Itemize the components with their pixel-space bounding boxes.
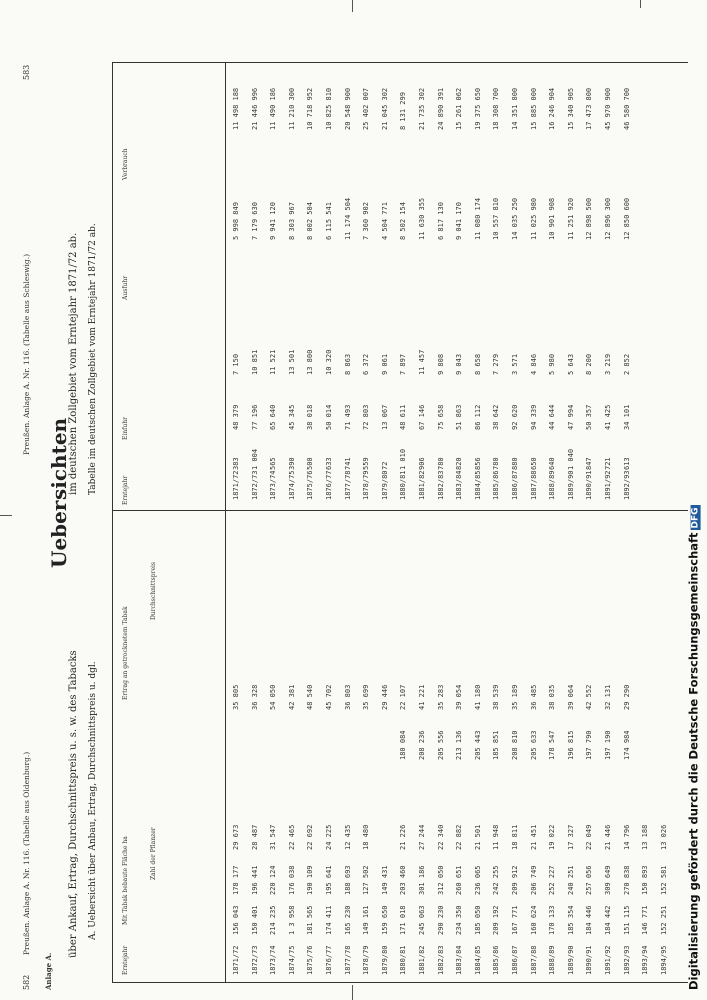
right-table-cell: 11 490 186 <box>269 87 278 130</box>
right-table-cell: 3 219 <box>604 353 612 375</box>
left-table-cell: 35 805 <box>232 684 240 710</box>
left-table-cell: 11 948 <box>492 824 501 850</box>
right-table-cell: 15 261 062 <box>455 87 464 130</box>
left-table-cell: 178 547 <box>548 730 557 760</box>
left-table-cell: 1 3 958 <box>287 905 296 935</box>
anlage-label: Anlage A. <box>44 952 53 990</box>
right-table-cell: 5 980 <box>548 353 557 375</box>
right-table-cell: 86 112 <box>473 404 482 430</box>
right-table-cell: 633 <box>325 457 333 470</box>
right-table-cell: 613 <box>622 457 631 470</box>
left-table-cell: 196 441 <box>250 865 259 895</box>
left-table-cell: 209 912 <box>511 865 519 895</box>
left-table-cell: 197 190 <box>604 730 612 760</box>
digitization-notice: Digitalisierung gefördert durch die Deutsche Forschungsgemeinschaft <box>687 532 701 990</box>
left-table-cell: 21 226 <box>399 824 408 850</box>
right-table-cell: 9 941 120 <box>269 202 278 240</box>
right-table-cell: 11 457 <box>418 349 426 375</box>
left-table-cell: 35 699 <box>362 684 371 710</box>
left-table-cell: 12 435 <box>343 824 352 850</box>
left-table-cell: 208 810 <box>511 730 519 760</box>
header-area: Mit Tabak bebaute Fläche ha <box>122 836 129 925</box>
left-table-cell: 184 446 <box>585 905 594 935</box>
right-table-cell: 559 <box>362 457 371 470</box>
right-table-cell: 7 360 902 <box>362 202 371 240</box>
year-cell-left: 1893/94 <box>641 945 650 975</box>
left-table-cell: 36 328 <box>250 684 259 710</box>
year-cell-right: 1877/78 <box>343 470 352 500</box>
left-table-cell: 245 063 <box>418 905 426 935</box>
dfg-credit <box>687 505 701 990</box>
title-sichten: sichten <box>47 417 71 500</box>
right-table-cell: 38 642 <box>492 404 501 430</box>
year-cell-right: 1878/79 <box>362 470 371 500</box>
left-table-cell: 184 442 <box>604 905 612 935</box>
right-running-title: Preußen. Anlage A. Nr. 116. (Tabelle aus Schleswig.) <box>22 253 31 455</box>
year-cell-right: 1876/77 <box>325 470 333 500</box>
header-export: Ausfuhr <box>122 275 129 300</box>
year-cell-left: 1876/77 <box>325 945 333 975</box>
right-table-cell: 94 339 <box>529 404 538 430</box>
left-table-cell: 32 131 <box>604 684 612 710</box>
year-cell-right: 1883/84 <box>455 470 464 500</box>
left-table-cell: 165 230 <box>343 905 352 935</box>
left-table-cell: 35 189 <box>511 684 519 710</box>
left-table-cell: 220 124 <box>269 865 278 895</box>
right-table-cell: 15 340 905 <box>566 87 575 130</box>
left-table-cell: 22 340 <box>436 824 445 850</box>
year-cell-right: 1890/91 <box>585 470 594 500</box>
right-table-cell: 38 018 <box>306 404 315 430</box>
year-cell-left: 1882/83 <box>436 945 445 975</box>
right-table-cell: 9 041 170 <box>455 202 464 240</box>
subtitle-right: im deutschen Zollgebiet vom Erntejahr 1871/72 ab. <box>68 232 79 495</box>
left-table-cell: 19 022 <box>548 824 557 850</box>
right-table-cell: 18 308 700 <box>492 87 501 130</box>
year-cell-left: 1885/86 <box>492 945 501 975</box>
left-table-cell: 213 136 <box>455 730 464 760</box>
table-bottom-rule <box>112 982 688 983</box>
left-table-cell: 240 251 <box>566 865 575 895</box>
year-cell-right: 1875/76 <box>306 470 315 500</box>
left-table-cell: 257 056 <box>585 865 594 895</box>
right-table-cell: 1 040 <box>566 448 575 470</box>
year-cell-left: 1879/80 <box>380 945 389 975</box>
right-table-cell: 67 146 <box>418 404 426 430</box>
left-table-cell: 149 161 <box>362 905 371 935</box>
left-table-cell: 203 460 <box>399 865 408 895</box>
right-table-cell: 50 357 <box>585 404 594 430</box>
right-table-cell: 8 658 <box>473 353 482 375</box>
right-table-cell: 906 <box>418 457 426 470</box>
left-table-cell: 185 851 <box>492 730 501 760</box>
right-table-cell: 7 150 <box>232 353 240 375</box>
left-table-cell: 205 443 <box>473 730 482 760</box>
right-table-cell: 11 174 504 <box>343 197 352 240</box>
year-cell-right: 1880/81 <box>399 470 408 500</box>
crop-mark-bottom <box>352 985 353 1000</box>
title-ueber: Ueber <box>47 500 71 568</box>
left-table-cell: 260 651 <box>455 865 464 895</box>
left-table-cell: 42 552 <box>585 684 594 710</box>
year-cell-left: 1892/93 <box>622 945 631 975</box>
left-table-cell: 208 236 <box>418 730 426 760</box>
left-table-cell: 234 350 <box>455 905 464 935</box>
header-yield: Ertrag an getrocknetem Tabak <box>122 606 129 700</box>
right-table-cell: 13 067 <box>380 404 389 430</box>
right-table-cell: 17 473 800 <box>585 87 594 130</box>
year-cell-right: 1873/74 <box>269 470 278 500</box>
right-table-cell: 721 <box>604 457 612 470</box>
left-table-cell: 152 251 <box>659 905 668 935</box>
left-table-cell: 196 815 <box>566 730 575 760</box>
year-cell-right: 1885/86 <box>492 470 501 500</box>
left-table-cell: 39 054 <box>455 684 464 710</box>
right-table-cell: 9 043 <box>455 353 464 375</box>
page-split-rule <box>112 510 688 511</box>
left-running-title: Preußen. Anlage A. Nr. 116. (Tabelle aus Oldenburg.) <box>22 751 31 955</box>
right-table-cell: 15 885 000 <box>529 87 538 130</box>
left-table-cell: 13 188 <box>641 824 650 850</box>
year-cell-left: 1881/82 <box>418 945 426 975</box>
right-table-cell: 4 504 771 <box>380 202 389 240</box>
right-table-cell: 780 <box>492 457 501 470</box>
left-table-cell: 252 227 <box>548 865 557 895</box>
year-cell-left: 1874/75 <box>287 945 296 975</box>
left-table-cell: 309 649 <box>604 865 612 895</box>
right-table-cell: 780 <box>436 457 445 470</box>
left-table-cell: 22 107 <box>399 684 408 710</box>
left-table-cell: 127 502 <box>362 865 371 895</box>
right-table-cell: 45 970 900 <box>604 87 612 130</box>
right-table-cell: 46 580 700 <box>622 87 631 130</box>
right-table-cell: 14 035 250 <box>511 197 519 240</box>
left-table-cell: 36 803 <box>343 684 352 710</box>
left-table-cell: 181 565 <box>306 905 315 935</box>
right-table-cell: 12 896 300 <box>604 197 612 240</box>
right-table-cell: 20 548 900 <box>343 87 352 130</box>
left-table-cell: 151 115 <box>622 905 631 935</box>
left-table-cell: 146 771 <box>641 905 650 935</box>
year-cell-right: 1884/85 <box>473 470 482 500</box>
left-table-cell: 41 221 <box>418 684 426 710</box>
right-table-cell: 13 501 <box>287 349 296 375</box>
right-table-cell: 5 998 849 <box>232 202 240 240</box>
right-table-cell: 50 014 <box>325 404 333 430</box>
left-table-cell: 152 581 <box>659 865 668 895</box>
subtitle-left: über Ankauf, Ertrag, Durchschnittspreis u. s. w. des Tabacks <box>68 650 79 958</box>
right-table-cell: 3 571 <box>511 353 519 375</box>
left-table-cell: 197 790 <box>585 730 594 760</box>
right-table-cell: 11 210 300 <box>287 87 296 130</box>
right-table-cell: 14 351 800 <box>511 87 519 130</box>
right-table-cell: 9 808 <box>436 353 445 375</box>
left-table-cell: 185 354 <box>566 905 575 935</box>
left-table-cell: 48 540 <box>306 684 315 710</box>
left-table-cell: 214 235 <box>269 905 278 935</box>
left-table-cell: 206 749 <box>529 865 538 895</box>
right-table-cell: 741 <box>343 457 352 470</box>
left-table-cell: 13 026 <box>659 824 668 850</box>
left-table-cell: 38 035 <box>548 684 557 710</box>
right-table-cell: 650 <box>529 457 538 470</box>
year-cell-left: 1894/95 <box>659 945 668 975</box>
year-cell-left: 1888/89 <box>548 945 557 975</box>
left-table-cell: 176 038 <box>287 865 296 895</box>
left-table-cell: 195 641 <box>325 865 333 895</box>
left-table-cell: 236 065 <box>473 865 482 895</box>
right-table-cell: 10 320 <box>325 349 333 375</box>
year-cell-left: 1884/85 <box>473 945 482 975</box>
right-table-cell: 92 620 <box>511 404 519 430</box>
right-table-cell: 8 200 <box>585 353 594 375</box>
right-table-cell: 390 <box>287 457 296 470</box>
right-table-cell: 10 557 810 <box>492 197 501 240</box>
right-table-cell: 11 025 980 <box>529 197 538 240</box>
left-table-cell: 150 401 <box>250 905 259 935</box>
right-table-cell: 856 <box>473 457 482 470</box>
section-a-heading: A. Uebersicht über Anbau, Ertrag, Durchschnittspreis u. dgl. <box>88 661 98 940</box>
right-table-cell: 10 718 952 <box>306 87 315 130</box>
header-growers: Zahl der Pflanzer <box>150 827 157 880</box>
year-cell-left: 1880/81 <box>399 945 408 975</box>
left-table-cell: 174 984 <box>622 730 631 760</box>
year-cell-left: 1877/78 <box>343 945 352 975</box>
right-table-cell: 16 246 904 <box>548 87 557 130</box>
left-table-cell: 29 446 <box>380 684 389 710</box>
left-table-cell: 150 893 <box>641 865 650 895</box>
left-table-cell: 190 109 <box>306 865 315 895</box>
year-cell-left: 1886/87 <box>511 945 519 975</box>
right-table-cell: 11 080 174 <box>473 197 482 240</box>
right-table-cell: 500 <box>306 457 315 470</box>
table-left-rule <box>112 62 113 982</box>
left-table-cell: 22 049 <box>585 824 594 850</box>
year-cell-left: 1873/74 <box>269 945 278 975</box>
year-cell-right: 1886/87 <box>511 470 519 500</box>
year-cell-right: 1892/93 <box>622 470 631 500</box>
left-table-cell: 205 556 <box>436 730 445 760</box>
year-cell-right: 1881/82 <box>418 470 426 500</box>
left-table-cell: 18 811 <box>511 824 519 850</box>
right-table-cell: 21 045 302 <box>380 87 389 130</box>
right-table-cell: 6 372 <box>362 353 371 375</box>
right-table-cell: 1 004 <box>250 448 259 470</box>
year-cell-left: 1878/79 <box>362 945 371 975</box>
left-table-cell: 149 431 <box>380 865 389 895</box>
left-table-cell: 167 771 <box>511 905 519 935</box>
right-table-cell: 65 640 <box>269 404 278 430</box>
left-table-cell: 180 084 <box>399 730 408 760</box>
year-cell-left: 1875/76 <box>306 945 315 975</box>
right-table-cell: 1 010 <box>399 448 408 470</box>
right-table-cell: 6 115 541 <box>325 202 333 240</box>
left-table-cell: 205 633 <box>529 730 538 760</box>
right-table-cell: 11 521 <box>269 349 278 375</box>
year-cell-right: 1872/73 <box>250 470 259 500</box>
left-table-cell: 312 050 <box>436 865 445 895</box>
year-cell-left: 1871/72 <box>232 945 240 975</box>
left-table-cell: 18 480 <box>362 824 371 850</box>
right-table-cell: 10 851 <box>250 349 259 375</box>
year-cell-left: 1872/73 <box>250 945 259 975</box>
right-table-cell: 44 644 <box>548 404 557 430</box>
header-year-left: Erntejahr <box>122 945 129 975</box>
right-table-cell: 25 402 007 <box>362 87 371 130</box>
year-cell-right: 1888/89 <box>548 470 557 500</box>
year-cell-left: 1890/91 <box>585 945 594 975</box>
right-table-cell: 13 800 <box>306 349 315 375</box>
left-table-cell: 170 133 <box>548 905 557 935</box>
crop-mark-left <box>0 515 12 516</box>
left-table-cell: 159 650 <box>380 905 389 935</box>
left-table-cell: 27 244 <box>418 824 426 850</box>
year-cell-right: 1882/83 <box>436 470 445 500</box>
left-table-cell: 41 180 <box>473 684 482 710</box>
left-table-cell: 160 624 <box>529 905 538 935</box>
left-table-cell: 14 796 <box>622 824 631 850</box>
right-table-cell: 47 994 <box>566 404 575 430</box>
right-table-cell: 880 <box>511 457 519 470</box>
left-table-cell: 22 882 <box>455 824 464 850</box>
right-table-cell: 8 303 967 <box>287 202 296 240</box>
left-table-cell: 54 050 <box>269 684 278 710</box>
year-cell-right: 1879/80 <box>380 470 389 500</box>
year-cell-left: 1887/88 <box>529 945 538 975</box>
right-table-cell: 10 901 908 <box>548 197 557 240</box>
left-table-cell: 36 485 <box>529 684 538 710</box>
right-table-cell: 21 446 996 <box>250 87 259 130</box>
year-cell-left: 1891/92 <box>604 945 612 975</box>
left-table-cell: 156 043 <box>232 905 240 935</box>
left-table-cell: 42 381 <box>287 684 296 710</box>
left-table-cell: 242 255 <box>492 865 501 895</box>
crop-mark-top <box>352 0 353 12</box>
year-cell-right: 1887/88 <box>529 470 538 500</box>
right-table-cell: 4 846 <box>529 353 538 375</box>
left-table-cell: 185 050 <box>473 905 482 935</box>
right-table-cell: 11 251 920 <box>566 197 575 240</box>
right-table-cell: 2 852 <box>622 353 631 375</box>
right-table-cell: 383 <box>232 457 240 470</box>
left-table-cell: 22 692 <box>306 824 315 850</box>
right-table-cell: 8 502 154 <box>399 202 408 240</box>
right-table-cell: 77 196 <box>250 404 259 430</box>
year-cell-left: 1883/84 <box>455 945 464 975</box>
left-table-cell: 22 465 <box>287 824 296 850</box>
right-table-cell: 45 345 <box>287 404 296 430</box>
right-table-cell: 41 425 <box>604 404 612 430</box>
right-table-cell: 7 897 <box>399 353 408 375</box>
right-table-cell: 820 <box>455 457 464 470</box>
right-table-cell: 19 375 650 <box>473 87 482 130</box>
left-table-cell: 24 225 <box>325 824 333 850</box>
right-table-cell: 51 863 <box>455 404 464 430</box>
right-table-cell: 6 817 130 <box>436 202 445 240</box>
right-table-cell: 12 850 600 <box>622 197 631 240</box>
year-cell-right: 1889/90 <box>566 470 575 500</box>
year-cell-left: 1889/90 <box>566 945 575 975</box>
right-table-cell: 34 101 <box>622 404 631 430</box>
header-year-right: Erntejahr <box>122 475 129 505</box>
right-table-cell: 72 <box>380 461 389 470</box>
left-table-cell: 21 501 <box>473 824 482 850</box>
right-page-number: 583 <box>22 64 31 80</box>
left-table-cell: 31 547 <box>269 824 278 850</box>
right-table-cell: 48 379 <box>232 404 240 430</box>
left-table-cell: 21 451 <box>529 824 538 850</box>
left-table-cell: 29 673 <box>232 824 240 850</box>
right-table-cell: 8 131 299 <box>399 92 408 130</box>
left-table-cell: 17 327 <box>566 824 575 850</box>
right-table-cell: 8 863 <box>343 353 352 375</box>
header-import: Einfuhr <box>122 417 129 440</box>
right-table-cell: 12 898 500 <box>585 197 594 240</box>
right-table-cell: 847 <box>585 457 594 470</box>
right-table-cell: 11 630 355 <box>418 197 426 240</box>
header-price: Durchschnittspreis <box>150 561 157 620</box>
right-table-cell: 9 061 <box>380 353 389 375</box>
header-consumption: Verbrauch <box>122 148 129 180</box>
right-table-cell: 640 <box>548 457 557 470</box>
right-table-cell: 11 498 188 <box>232 87 240 130</box>
left-page-number: 582 <box>22 974 31 990</box>
right-table-cell: 10 825 810 <box>325 87 333 130</box>
right-table-cell: 7 279 <box>492 353 501 375</box>
left-table-cell: 28 487 <box>250 824 259 850</box>
section-b-heading: Tabelle im deutschen Zollgebiet vom Erntejahr 1871/72 ab. <box>88 223 98 495</box>
right-table-cell: 24 890 391 <box>436 87 445 130</box>
left-table-cell: 301 186 <box>418 865 426 895</box>
left-table-cell: 188 693 <box>343 865 352 895</box>
year-cell-right: 1891/92 <box>604 470 612 500</box>
right-table-cell: 75 658 <box>436 404 445 430</box>
right-table-cell: 565 <box>269 457 278 470</box>
left-table-cell: 178 177 <box>232 865 240 895</box>
right-table-cell: 48 611 <box>399 404 408 430</box>
right-table-cell: 71 493 <box>343 404 352 430</box>
year-cell-right: 1871/72 <box>232 470 240 500</box>
right-table-cell: 72 803 <box>362 404 371 430</box>
left-table-cell: 29 290 <box>622 684 631 710</box>
left-table-cell: 35 283 <box>436 684 445 710</box>
left-table-cell: 38 539 <box>492 684 501 710</box>
left-table-cell: 270 838 <box>622 865 631 895</box>
right-table-cell: 7 179 630 <box>250 202 259 240</box>
left-table-cell: 209 192 <box>492 905 501 935</box>
crop-mark-top-right <box>640 0 641 8</box>
left-table-cell: 174 411 <box>325 905 333 935</box>
header-separator-rule <box>225 62 226 982</box>
dfg-logo: DFG <box>691 507 701 529</box>
left-table-cell: 39 064 <box>566 684 575 710</box>
left-table-cell: 45 702 <box>325 684 333 710</box>
left-table-cell: 171 018 <box>399 905 408 935</box>
left-table-cell: 290 230 <box>436 905 445 935</box>
year-cell-right: 1874/75 <box>287 470 296 500</box>
table-top-rule <box>112 62 688 63</box>
right-table-cell: 8 002 504 <box>306 202 315 240</box>
right-table-cell: 21 735 302 <box>418 87 426 130</box>
left-table-cell: 21 446 <box>604 824 612 850</box>
right-table-cell: 5 643 <box>566 353 575 375</box>
